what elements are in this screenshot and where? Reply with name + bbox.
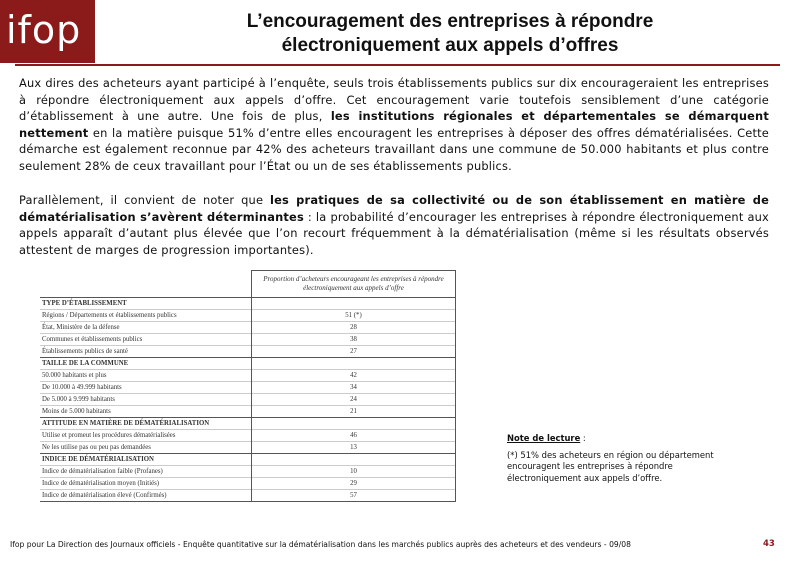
table-row xyxy=(40,466,456,478)
table-section-row xyxy=(40,454,456,466)
row-value: 21 xyxy=(252,406,456,418)
table-row xyxy=(40,406,456,418)
row-value xyxy=(252,418,456,430)
table-row xyxy=(40,478,456,490)
row-label: Utilise et promeut les procédures dématérialisées xyxy=(40,430,252,442)
row-label: 50.000 habitants et plus xyxy=(40,370,252,382)
row-label: TAILLE DE LA COMMUNE xyxy=(40,358,252,370)
row-value: 28 xyxy=(252,322,456,334)
row-value xyxy=(252,298,456,310)
row-value: 42 xyxy=(252,370,456,382)
note-colon: : xyxy=(580,433,586,443)
table-section-row xyxy=(40,298,456,310)
table-row xyxy=(40,322,456,334)
row-value xyxy=(252,454,456,466)
ifop-logo xyxy=(0,0,95,63)
row-label: Régions / Départements et établissements publics xyxy=(40,310,252,322)
p1-text-1: Aux dires des acheteurs ayant participé à l’enquête, seuls trois établissements publics sur dix encourageraient les entreprises à répondre électroniquement aux appels d’offre xyxy=(19,76,769,107)
row-label: De 5.000 à 9.999 habitants xyxy=(40,394,252,406)
row-label: Moins de 5.000 habitants xyxy=(40,406,252,418)
row-label: État, Ministère de la défense xyxy=(40,322,252,334)
row-value: 24 xyxy=(252,394,456,406)
table-row xyxy=(40,382,456,394)
page-title xyxy=(110,10,790,58)
row-value: 29 xyxy=(252,478,456,490)
row-value xyxy=(252,358,456,370)
table-section-row xyxy=(40,358,456,370)
row-value: 10 xyxy=(252,466,456,478)
header-divider xyxy=(15,64,780,66)
row-label: Ne les utilise pas ou peu pas demandées xyxy=(40,442,252,454)
table-section-row xyxy=(40,418,456,430)
row-value: 13 xyxy=(252,442,456,454)
row-value: 38 xyxy=(252,334,456,346)
title-line-1: L’encouragement des entreprises à répondre xyxy=(246,11,654,32)
note-title: Note de lecture xyxy=(507,433,581,443)
reading-note xyxy=(507,433,737,484)
row-label: INDICE DE DÉMATÉRIALISATION xyxy=(40,454,252,466)
page-number: 43 xyxy=(763,539,775,549)
table-row xyxy=(40,346,456,358)
p1-text-2: . Cet encouragement varie toutefois sensiblement d’une catégorie d’établissement à une autre. Une fois de plus, xyxy=(19,92,769,123)
row-label: De 10.000 à 49.999 habitants xyxy=(40,382,252,394)
table-row xyxy=(40,430,456,442)
row-value: 46 xyxy=(252,430,456,442)
paragraph-2 xyxy=(19,192,769,258)
row-label: Indice de dématérialisation élevé (Confirmés) xyxy=(40,490,252,502)
table-row xyxy=(40,370,456,382)
row-label: Indice de dématérialisation faible (Profanes) xyxy=(40,466,252,478)
p2-text-1: Parallèlement, il convient de noter que xyxy=(19,193,270,207)
p2-bold: les pratiques de sa collectivité ou de son établissement en matière de dématérialisation s’avèrent déterminantes xyxy=(19,193,769,224)
table-row xyxy=(40,334,456,346)
table-row xyxy=(40,490,456,502)
row-label: Établissements publics de santé xyxy=(40,346,252,358)
row-label: Indice de dématérialisation moyen (Initiés) xyxy=(40,478,252,490)
table-header-row xyxy=(40,271,456,298)
p1-bold: les institutions régionales et départementales se démarquent nettement xyxy=(19,109,770,140)
row-value: 51 (*) xyxy=(252,310,456,322)
row-value: 34 xyxy=(252,382,456,394)
table-row xyxy=(40,310,456,322)
table-row xyxy=(40,394,456,406)
table-row xyxy=(40,442,456,454)
row-label: Communes et établissements publics xyxy=(40,334,252,346)
p2-text-3: : la probabilité d’encourager les entreprises à répondre électroniquement aux appels apparaît d’autant plus élevée que l’on recourt fréquemment à la dématérialisation (même si les résultats observés attestent de marges de progression importantes). xyxy=(19,209,769,257)
footer-text: Ifop pour La Direction des Journaux officiels - Enquête quantitative sur la dématérialisation dans les marchés publics auprès des acheteurs et des vendeurs - 09/08 xyxy=(10,540,631,549)
row-label: ATTITUDE EN MATIÈRE DE DÉMATÉRIALISATION xyxy=(40,418,252,430)
title-line-2: électroniquement aux appels d’offres xyxy=(281,35,619,56)
paragraph-1 xyxy=(19,75,769,174)
column-header: Proportion d’acheteurs encourageant les entreprises à répondre électroniquement aux appels d’offre xyxy=(252,271,456,298)
logo-text: ifop xyxy=(6,8,82,52)
results-table xyxy=(40,270,456,518)
row-value: 57 xyxy=(252,490,456,502)
row-value: 27 xyxy=(252,346,456,358)
row-label: TYPE D’ÉTABLISSEMENT xyxy=(40,298,252,310)
p1-text-4: en la matière puisque 51% d’entre elles encouragent les entreprises à déposer des offres dématérialisées. Cette démarche est également reconnue par 42% des acheteurs travaillant dans une commune de 50.000 habitants et plus contre seulement 28% de ceux travaillant pour l’État ou un de ses établissements publics. xyxy=(19,125,769,173)
note-body: (*) 51% des acheteurs en région ou département encouragent les entreprises à répondre électroniquement aux appels d’offre. xyxy=(507,449,714,483)
